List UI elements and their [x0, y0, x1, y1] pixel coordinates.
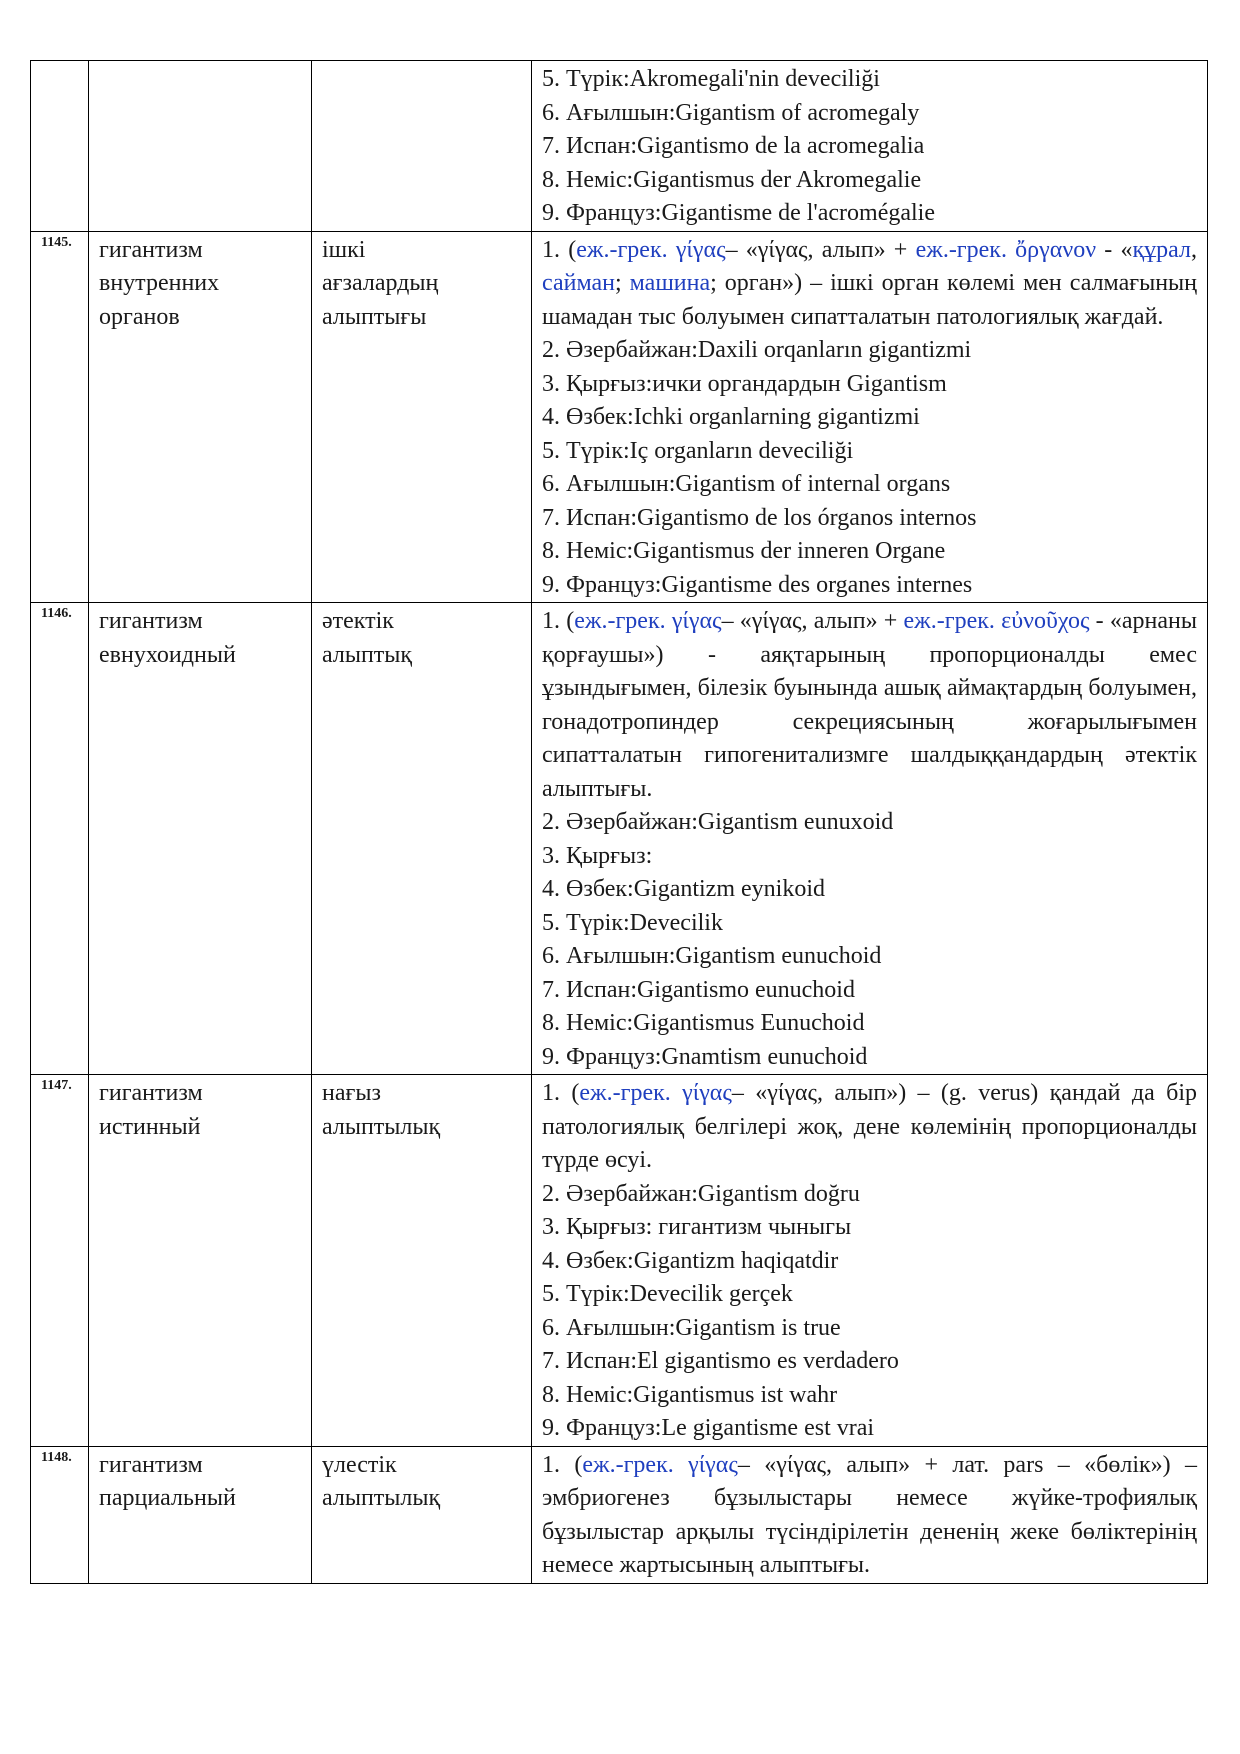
translation-line: 5. Түрік:Devecilik gerçek: [542, 1281, 793, 1307]
definition-fragment: – «γίγας, алып» +: [721, 608, 904, 634]
translation-line: 7. Испан:Gigantismo de los órganos internos: [542, 504, 977, 531]
definition-fragment: ;: [614, 270, 630, 296]
kazakh-term-line: ішкі: [322, 236, 366, 263]
translation-line: 8. Неміс:Gigantismus Eunuchoid: [542, 1010, 865, 1036]
translation-line: 9. Француз:Gnamtism eunuchoid: [542, 1043, 868, 1070]
kazakh-term-line: нағыз: [322, 1080, 381, 1106]
definition-text: [542, 234, 1197, 335]
definition-fragment: 1. (: [542, 236, 577, 263]
kazakh-term-line: үлестік: [322, 1451, 397, 1478]
translation-line: 3. Қырғыз: гигантизм чыныгы: [542, 1214, 852, 1240]
entry-number: 1145.: [31, 231, 89, 603]
kazakh-term-line: алыптық: [322, 641, 413, 668]
translation-line: 6. Ағылшын:Gigantism of internal organs: [542, 471, 951, 497]
definition-cell: [532, 231, 1208, 603]
russian-term-line: гигантизм: [99, 608, 203, 634]
translation-line: 2. Әзербайжан:Gigantism eunuxoid: [542, 809, 894, 835]
russian-term-line: внутренних: [99, 270, 220, 296]
translation-line: 7. Испан:El gigantismo es verdadero: [542, 1348, 899, 1374]
definition-fragment: 1. (: [542, 608, 575, 634]
definition-fragment: – «γίγας, алып») – (g. verus) қандай да бір патологиялық белгілері жоқ, дене көлемінің пропорционалды түрде өсуі.: [542, 1080, 1197, 1173]
translation-line: 7. Испан:Gigantismo de la acromegalia: [542, 133, 925, 159]
russian-term-line: органов: [99, 303, 180, 330]
etymology-link-text: машина: [629, 270, 711, 296]
russian-term-line: парциальный: [99, 1485, 236, 1511]
translation-line: 6. Ағылшын:Gigantism eunuchoid: [542, 943, 882, 969]
definition-fragment: - «арнаны қорғаушы») - аяқтарының пропорционалды емес ұзындығымен, білезік буынында ашық аймақтардың болуымен, гонадотропиндер секрециясының жоғарылығымен сипатталатын гипогенитализмге шалдыққандардың әтектік алыптығы.: [542, 608, 1198, 802]
translation-line: 9. Француз:Gigantisme de l'acromégalie: [542, 200, 935, 226]
etymology-link-text: сайман: [542, 270, 615, 296]
definition-cell: [532, 61, 1208, 232]
definition-text: [542, 1077, 1197, 1178]
kazakh-term-cell: [312, 61, 532, 232]
etymology-link-text: еж.-грек. γίγας: [574, 608, 722, 634]
translation-line: 2. Әзербайжан:Daxili orqanların gigantizmi: [542, 337, 972, 363]
kazakh-term-cell: [312, 603, 532, 1075]
translation-line: 3. Қырғыз:: [542, 842, 653, 869]
russian-term-line: истинный: [99, 1113, 201, 1140]
table-row: [31, 603, 1208, 1075]
russian-term-line: гигантизм: [99, 1080, 203, 1106]
translation-line: 6. Ағылшын:Gigantism of acromegaly: [542, 99, 920, 126]
etymology-link-text: еж.-грек. γίγας: [582, 1451, 738, 1478]
translation-line: 4. Өзбек:Gigantizm haqiqatdir: [542, 1247, 839, 1274]
etymology-link-text: еж.-грек. γίγας: [579, 1080, 732, 1106]
russian-term-cell: [89, 231, 312, 603]
russian-term-line: евнухоидный: [99, 641, 236, 668]
translation-line: 2. Әзербайжан:Gigantism doğru: [542, 1180, 860, 1207]
translation-line: 5. Түрік:Akromegali'nin deveciliği: [542, 66, 880, 92]
kazakh-term-cell: [312, 1075, 532, 1447]
russian-term-cell: [89, 1075, 312, 1447]
kazakh-term-line: алыптылық: [322, 1485, 441, 1511]
table-row: [31, 61, 1208, 232]
definition-cell: [532, 1446, 1208, 1583]
kazakh-term-cell: [312, 231, 532, 603]
translation-line: 9. Француз:Gigantisme des organes internes: [542, 571, 973, 598]
table-row: [31, 231, 1208, 603]
definition-fragment: 1. (: [542, 1080, 580, 1106]
definition-cell: [532, 1075, 1208, 1447]
translation-line: 4. Өзбек:Ichki organlarning gigantizmi: [542, 404, 920, 430]
translation-line: 5. Түрік:Iç organların deveciliği: [542, 437, 854, 464]
definition-fragment: - «: [1096, 236, 1133, 263]
entry-number: [31, 61, 89, 232]
russian-term-cell: [89, 61, 312, 232]
definition-text: [542, 1449, 1197, 1583]
russian-term-cell: [89, 1446, 312, 1583]
definition-cell: [532, 603, 1208, 1075]
translation-line: 6. Ағылшын:Gigantism is true: [542, 1314, 841, 1341]
russian-term-cell: [89, 603, 312, 1075]
entry-number: 1147.: [31, 1075, 89, 1447]
russian-term-line: гигантизм: [99, 1451, 203, 1478]
translation-line: 3. Қырғыз:ички оргaндардын Gigantism: [542, 370, 947, 397]
translation-line: 4. Өзбек:Gigantizm eynikoid: [542, 876, 825, 902]
definition-fragment: 1. (: [542, 1451, 583, 1478]
etymology-link-text: еж.-грек. εὐνοῦχος: [903, 608, 1090, 634]
entry-number: 1148.: [31, 1446, 89, 1583]
translation-line: 8. Неміс:Gigantismus der Akromegalie: [542, 166, 922, 193]
entry-number: 1146.: [31, 603, 89, 1075]
kazakh-term-line: әтектік: [322, 608, 394, 634]
definition-text: [542, 605, 1197, 806]
etymology-link-text: еж.-грек. ὄργανον: [915, 236, 1097, 263]
definition-fragment: – «γίγας, алып» +: [725, 236, 916, 263]
dictionary-table: [30, 60, 1208, 1584]
kazakh-term-cell: [312, 1446, 532, 1583]
translation-line: 7. Испан:Gigantismo eunuchoid: [542, 976, 855, 1003]
kazakh-term-line: ағзалардың: [322, 270, 439, 296]
translation-line: 8. Неміс:Gigantismus ist wahr: [542, 1381, 838, 1408]
kazakh-term-line: алыптығы: [322, 303, 427, 330]
definition-fragment: ; орган») – ішкі орган көлемі мен салмағының шамадан тыс болуымен сипатталатын патологиялық жағдай.: [542, 270, 1197, 330]
definition-fragment: – «γίγας, алып» + лат. pars – «бөлік») – эмбриогенез бұзылыстары немесе жүйке-трофиялық бұзылыстар арқылы түсіндірілетін дененің жеке бөліктерінің немесе жартысының алыптығы.: [542, 1451, 1197, 1578]
translation-line: 5. Түрік:Devecilik: [542, 909, 723, 936]
table-row: [31, 1075, 1208, 1447]
russian-term-line: гигантизм: [99, 236, 203, 263]
dictionary-rows: [31, 61, 1208, 1584]
etymology-link-text: еж.-грек. γίγας: [576, 236, 726, 263]
etymology-link-text: құрал: [1132, 236, 1191, 263]
translation-line: 9. Француз:Le gigantisme est vrai: [542, 1415, 875, 1441]
kazakh-term-line: алыптылық: [322, 1113, 441, 1140]
definition-fragment: ,: [1191, 236, 1197, 263]
translation-line: 8. Неміс:Gigantismus der inneren Organe: [542, 538, 946, 564]
table-row: [31, 1446, 1208, 1583]
